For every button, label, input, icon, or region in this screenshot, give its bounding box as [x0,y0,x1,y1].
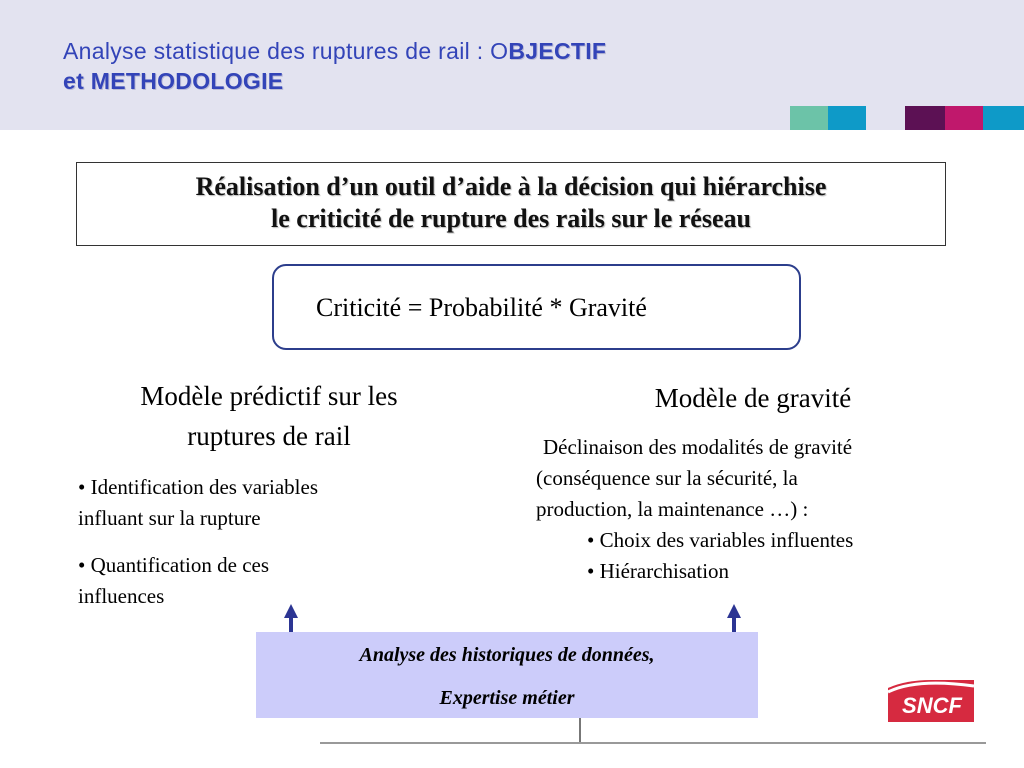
predictive-bullet-1-line-1: • Identification des variables [78,475,319,499]
data-sources-line-1: Analyse des historiques de données, [359,644,655,666]
arrow-left-shaft [289,617,293,632]
title-part-3: et METHODOLOGIE [63,68,284,94]
objective-line-1: Réalisation d’un outil d’aide à la décision qui hiérarchise [195,172,827,201]
title-part-1: Analyse statistique des ruptures de rail : O [63,38,509,64]
color-swatch-4 [945,106,983,130]
color-swatch-2 [828,106,866,130]
color-swatch-3 [905,106,945,130]
gravity-bullet-2: • Hiérarchisation [587,559,730,583]
gravity-line-3: production, la maintenance …) : [536,497,809,521]
sncf-logo-text: SNCF [902,693,962,718]
objective-line-2: le criticité de rupture des rails sur le réseau [271,204,751,233]
gravity-description [536,432,976,587]
color-swatch-1 [790,106,828,130]
data-sources-box [256,632,758,718]
formula-text: Criticité = Probabilité * Gravité [316,293,647,322]
arrow-up-right-icon [727,604,741,618]
footer-tick [579,716,581,742]
objective-box [76,162,946,246]
gravity-line-2: (conséquence sur la sécurité, la [536,466,798,490]
gravity-model-title: Modèle de gravité [654,383,852,413]
arrow-right-shaft [732,617,736,632]
predictive-title-line-1: Modèle prédictif sur les [140,381,398,411]
formula-box [272,264,801,350]
predictive-model-title [80,376,458,456]
page-title [63,36,903,96]
footer-line [320,742,986,744]
predictive-title-line-2: ruptures de rail [187,421,351,451]
arrow-up-left-icon [284,604,298,618]
gravity-line-1: Déclinaison des modalités de gravité [543,435,853,459]
predictive-bullet-2-line-2: influences [78,584,165,608]
color-swatch-5 [983,106,1024,130]
sncf-logo [886,678,976,722]
predictive-bullet-2-line-1: • Quantification de ces [78,553,270,577]
title-part-2: BJECTIF [508,38,607,64]
gravity-bullet-1: • Choix des variables influentes [587,528,854,552]
predictive-bullet-1-line-2: influant sur la rupture [78,506,261,530]
predictive-bullet-1 [78,472,458,534]
predictive-bullet-2 [78,550,458,612]
data-sources-line-2: Expertise métier [439,687,575,709]
